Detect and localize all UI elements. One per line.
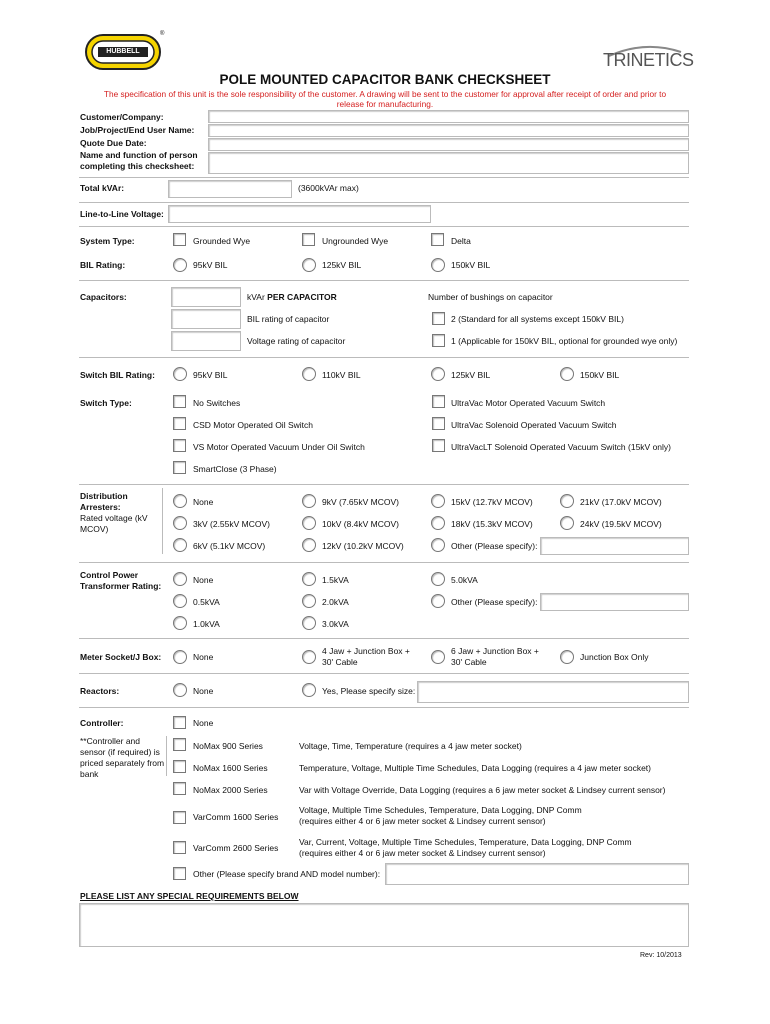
varcomm2600-desc-2: (requires either 4 or 6 jaw meter socket & Lindsey current sensor) bbox=[299, 848, 546, 858]
arrester-10kv-label: 10kV (8.4kV MCOV) bbox=[322, 519, 399, 529]
nomax900-label: NoMax 900 Series bbox=[193, 741, 263, 751]
cpt-30-label: 3.0kVA bbox=[322, 619, 349, 629]
reactors-yes-label: Yes, Please specify size: bbox=[322, 686, 416, 696]
special-requirements-field[interactable] bbox=[79, 903, 689, 947]
controller-none-label: None bbox=[193, 718, 214, 728]
cpt-none-label: None bbox=[193, 575, 214, 585]
cpt-10-label: 1.0kVA bbox=[193, 619, 220, 629]
cpt-30-radio[interactable] bbox=[302, 616, 316, 630]
nomax900-checkbox[interactable] bbox=[173, 738, 186, 751]
cpt-other-radio[interactable] bbox=[431, 594, 445, 608]
reactors-yes-radio[interactable] bbox=[302, 683, 316, 697]
grounded-wye-checkbox[interactable] bbox=[173, 233, 186, 246]
switch-bil-150-radio[interactable] bbox=[560, 367, 574, 381]
varcomm2600-label: VarComm 2600 Series bbox=[193, 843, 279, 853]
cpt-other-field[interactable] bbox=[540, 593, 689, 611]
bil-150-label: 150kV BIL bbox=[451, 260, 491, 270]
arrester-none-label: None bbox=[193, 497, 214, 507]
arresters-sub-2: MCOV) bbox=[80, 524, 109, 534]
voltage-capacitor-field[interactable] bbox=[171, 331, 241, 351]
cpt-20-label: 2.0kVA bbox=[322, 597, 349, 607]
kvar-per-capacitor-field[interactable] bbox=[171, 287, 241, 307]
csd-checkbox[interactable] bbox=[173, 417, 186, 430]
bil-125-label: 125kV BIL bbox=[322, 260, 362, 270]
switch-bil-125-radio[interactable] bbox=[431, 367, 445, 381]
switch-bil-110-radio[interactable] bbox=[302, 367, 316, 381]
arresters-label-2: Arresters: bbox=[80, 502, 121, 512]
ultravac-solenoid-checkbox[interactable] bbox=[432, 417, 445, 430]
trinetics-logo bbox=[595, 44, 695, 74]
ultravaclt-label: UltraVacLT Solenoid Operated Vacuum Switch (15kV only) bbox=[451, 442, 672, 452]
delta-checkbox[interactable] bbox=[431, 233, 444, 246]
revision-label: Rev: 10/2013 bbox=[640, 952, 682, 959]
varcomm1600-desc-2: (requires either 4 or 6 jaw meter socket & Lindsey current sensor) bbox=[299, 816, 546, 826]
arrester-other-field[interactable] bbox=[540, 537, 689, 555]
meter-jbox-radio[interactable] bbox=[560, 650, 574, 664]
controller-none-checkbox[interactable] bbox=[173, 716, 186, 729]
cpt-15-radio[interactable] bbox=[302, 572, 316, 586]
cpt-label-2: Transformer Rating: bbox=[80, 581, 162, 591]
line-voltage-label: Line-to-Line Voltage: bbox=[80, 209, 164, 219]
arrester-21kv-label: 21kV (17.0kV MCOV) bbox=[580, 497, 662, 507]
arrester-24kv-label: 24kV (19.5kV MCOV) bbox=[580, 519, 662, 529]
arresters-sub-1: Rated voltage (kV bbox=[80, 513, 148, 523]
cpt-other-label: Other (Please specify): bbox=[451, 597, 538, 607]
bushings-2-checkbox[interactable] bbox=[432, 312, 445, 325]
controller-note-2: sensor (if required) is bbox=[80, 747, 160, 757]
arrester-21kv-radio[interactable] bbox=[560, 494, 574, 508]
job-label: Job/Project/End User Name: bbox=[80, 125, 195, 135]
switch-bil-110-label: 110kV BIL bbox=[322, 370, 361, 380]
varcomm2600-desc-1: Var, Current, Voltage, Multiple Time Schedules, Temperature, Data Logging, DNP Comm bbox=[299, 837, 632, 847]
arrester-3kv-radio[interactable] bbox=[173, 516, 187, 530]
quote-field[interactable] bbox=[208, 138, 689, 151]
customer-field[interactable] bbox=[208, 110, 689, 123]
registered-mark: ® bbox=[160, 31, 165, 37]
delta-label: Delta bbox=[451, 236, 471, 246]
grounded-wye-label: Grounded Wye bbox=[193, 236, 251, 246]
meter-4jaw-label-2: 30' Cable bbox=[322, 657, 358, 667]
arrester-other-label: Other (Please specify): bbox=[451, 541, 538, 551]
ungrounded-wye-checkbox[interactable] bbox=[302, 233, 315, 246]
smartclose-label: SmartClose (3 Phase) bbox=[193, 464, 277, 474]
nomax2000-desc: Var with Voltage Override, Data Logging (requires a 6 jaw meter socket & Lindsey current sensor) bbox=[299, 785, 666, 795]
cpt-10-radio[interactable] bbox=[173, 616, 187, 630]
bushings-1-checkbox[interactable] bbox=[432, 334, 445, 347]
varcomm1600-label: VarComm 1600 Series bbox=[193, 812, 279, 822]
job-field[interactable] bbox=[208, 124, 689, 137]
varcomm2600-checkbox[interactable] bbox=[173, 841, 186, 854]
ungrounded-wye-label: Ungrounded Wye bbox=[322, 236, 389, 246]
nomax900-desc: Voltage, Time, Temperature (requires a 4 jaw meter socket) bbox=[299, 741, 522, 751]
ultravac-motor-label: UltraVac Motor Operated Vacuum Switch bbox=[451, 398, 606, 408]
arrester-15kv-radio[interactable] bbox=[431, 494, 445, 508]
meter-6jaw-label-2: 30' Cable bbox=[451, 657, 487, 667]
cpt-none-radio[interactable] bbox=[173, 572, 187, 586]
switch-bil-label: Switch BIL Rating: bbox=[80, 370, 155, 380]
meter-jbox-label: Junction Box Only bbox=[580, 652, 649, 662]
controller-other-field[interactable] bbox=[385, 863, 689, 885]
controller-other-checkbox[interactable] bbox=[173, 867, 186, 880]
cpt-15-label: 1.5kVA bbox=[322, 575, 349, 585]
bil-capacitor-label: BIL rating of capacitor bbox=[247, 314, 330, 324]
reactors-size-field[interactable] bbox=[417, 681, 689, 703]
total-kvar-note: (3600kVAr max) bbox=[298, 183, 359, 193]
capacitors-label: Capacitors: bbox=[80, 292, 127, 302]
quote-label: Quote Due Date: bbox=[80, 138, 147, 148]
meter-4jaw-radio[interactable] bbox=[302, 650, 316, 664]
controller-note-3: priced separately from bbox=[80, 758, 165, 768]
arrester-6kv-label: 6kV (5.1kV MCOV) bbox=[193, 541, 266, 551]
arrester-6kv-radio[interactable] bbox=[173, 538, 187, 552]
kvar-bold: PER CAPACITOR bbox=[267, 292, 337, 302]
customer-label: Customer/Company: bbox=[80, 112, 164, 122]
arrester-18kv-radio[interactable] bbox=[431, 516, 445, 530]
nomax2000-checkbox[interactable] bbox=[173, 782, 186, 795]
cpt-label-1: Control Power bbox=[80, 570, 139, 580]
smartclose-checkbox[interactable] bbox=[173, 461, 186, 474]
nomax1600-label: NoMax 1600 Series bbox=[193, 763, 268, 773]
switch-bil-95-radio[interactable] bbox=[173, 367, 187, 381]
switch-bil-125-label: 125kV BIL bbox=[451, 370, 491, 380]
bushings-label: Number of bushings on capacitor bbox=[428, 292, 553, 302]
total-kvar-field[interactable] bbox=[168, 180, 292, 198]
reactors-none-label: None bbox=[193, 686, 214, 696]
arrester-15kv-label: 15kV (12.7kV MCOV) bbox=[451, 497, 533, 507]
bil-125-radio[interactable] bbox=[302, 258, 316, 272]
bil-capacitor-field[interactable] bbox=[171, 309, 241, 329]
reactors-label: Reactors: bbox=[80, 686, 120, 696]
person-label-2: completing this checksheet: bbox=[80, 161, 195, 171]
person-label-1: Name and function of person bbox=[80, 150, 198, 160]
meter-6jaw-radio[interactable] bbox=[431, 650, 445, 664]
cpt-20-radio[interactable] bbox=[302, 594, 316, 608]
controller-other-label: Other (Please specify brand AND model number): bbox=[193, 869, 381, 879]
bil-95-label: 95kV BIL bbox=[193, 260, 228, 270]
csd-label: CSD Motor Operated Oil Switch bbox=[193, 420, 313, 430]
arrester-other-radio[interactable] bbox=[431, 538, 445, 552]
person-field[interactable] bbox=[208, 152, 689, 174]
no-switches-label: No Switches bbox=[193, 398, 241, 408]
cpt-05-label: 0.5kVA bbox=[193, 597, 220, 607]
voltage-capacitor-label: Voltage rating of capacitor bbox=[247, 336, 346, 346]
controller-label: Controller: bbox=[80, 718, 124, 728]
meter-none-radio[interactable] bbox=[173, 650, 187, 664]
meter-4jaw-label-1: 4 Jaw + Junction Box + bbox=[322, 646, 410, 656]
hubbell-logo-text: HUBBELL bbox=[106, 48, 140, 55]
subtitle-line-2: release for manufacturing. bbox=[336, 99, 434, 109]
no-switches-checkbox[interactable] bbox=[173, 395, 186, 408]
nomax2000-label: NoMax 2000 Series bbox=[193, 785, 268, 795]
cpt-50-radio[interactable] bbox=[431, 572, 445, 586]
arrester-9kv-radio[interactable] bbox=[302, 494, 316, 508]
reactors-none-radio[interactable] bbox=[173, 683, 187, 697]
system-type-label: System Type: bbox=[80, 236, 135, 246]
ultravaclt-checkbox[interactable] bbox=[432, 439, 445, 452]
varcomm1600-desc-1: Voltage, Multiple Time Schedules, Temperature, Data Logging, DNP Comm bbox=[299, 805, 582, 815]
ultravac-solenoid-label: UltraVac Solenoid Operated Vacuum Switch bbox=[451, 420, 617, 430]
ultravac-motor-checkbox[interactable] bbox=[432, 395, 445, 408]
bil-95-radio[interactable] bbox=[173, 258, 187, 272]
bushings-1-label: 1 (Applicable for 150kV BIL, optional for grounded wye only) bbox=[451, 336, 678, 346]
trinetics-logo-text: TRINETICS bbox=[603, 50, 694, 70]
cpt-05-radio[interactable] bbox=[173, 594, 187, 608]
special-requirements-heading: PLEASE LIST ANY SPECIAL REQUIREMENTS BELOW bbox=[80, 891, 299, 901]
nomax1600-desc: Temperature, Voltage, Multiple Time Schedules, Data Logging (requires a 4 jaw meter socket) bbox=[299, 763, 651, 773]
kvar-per-capacitor-label bbox=[247, 292, 337, 303]
page-title: POLE MOUNTED CAPACITOR BANK CHECKSHEET bbox=[219, 72, 551, 87]
vs-checkbox[interactable] bbox=[173, 439, 186, 452]
subtitle-line-1: The specification of this unit is the sole responsibility of the customer. A drawing will be sent to the customer for approval after receipt of order and prior to bbox=[103, 89, 667, 99]
arrester-none-radio[interactable] bbox=[173, 494, 187, 508]
arresters-label-1: Distribution bbox=[80, 491, 128, 501]
total-kvar-label: Total kVAr: bbox=[80, 183, 125, 193]
kvar-prefix: kVAr bbox=[247, 292, 268, 302]
nomax1600-checkbox[interactable] bbox=[173, 760, 186, 773]
arrester-24kv-radio[interactable] bbox=[560, 516, 574, 530]
vs-label: VS Motor Operated Vacuum Under Oil Switch bbox=[193, 442, 365, 452]
switch-bil-150-label: 150kV BIL bbox=[580, 370, 620, 380]
cpt-50-label: 5.0kVA bbox=[451, 575, 478, 585]
arrester-9kv-label: 9kV (7.65kV MCOV) bbox=[322, 497, 399, 507]
switch-bil-95-label: 95kV BIL bbox=[193, 370, 228, 380]
arrester-12kv-label: 12kV (10.2kV MCOV) bbox=[322, 541, 404, 551]
line-voltage-field[interactable] bbox=[168, 205, 431, 223]
bil-rating-label: BIL Rating: bbox=[80, 260, 126, 270]
arrester-10kv-radio[interactable] bbox=[302, 516, 316, 530]
arrester-3kv-label: 3kV (2.55kV MCOV) bbox=[193, 519, 270, 529]
switch-type-label: Switch Type: bbox=[80, 398, 132, 408]
varcomm1600-checkbox[interactable] bbox=[173, 811, 186, 824]
meter-none-label: None bbox=[193, 652, 214, 662]
bushings-2-label: 2 (Standard for all systems except 150kV BIL) bbox=[451, 314, 624, 324]
meter-6jaw-label-1: 6 Jaw + Junction Box + bbox=[451, 646, 539, 656]
arrester-18kv-label: 18kV (15.3kV MCOV) bbox=[451, 519, 533, 529]
arrester-12kv-radio[interactable] bbox=[302, 538, 316, 552]
hubbell-logo bbox=[84, 33, 164, 71]
bil-150-radio[interactable] bbox=[431, 258, 445, 272]
meter-label: Meter Socket/J Box: bbox=[80, 652, 162, 662]
controller-note-1: **Controller and bbox=[80, 736, 141, 746]
controller-note-4: bank bbox=[80, 769, 99, 779]
